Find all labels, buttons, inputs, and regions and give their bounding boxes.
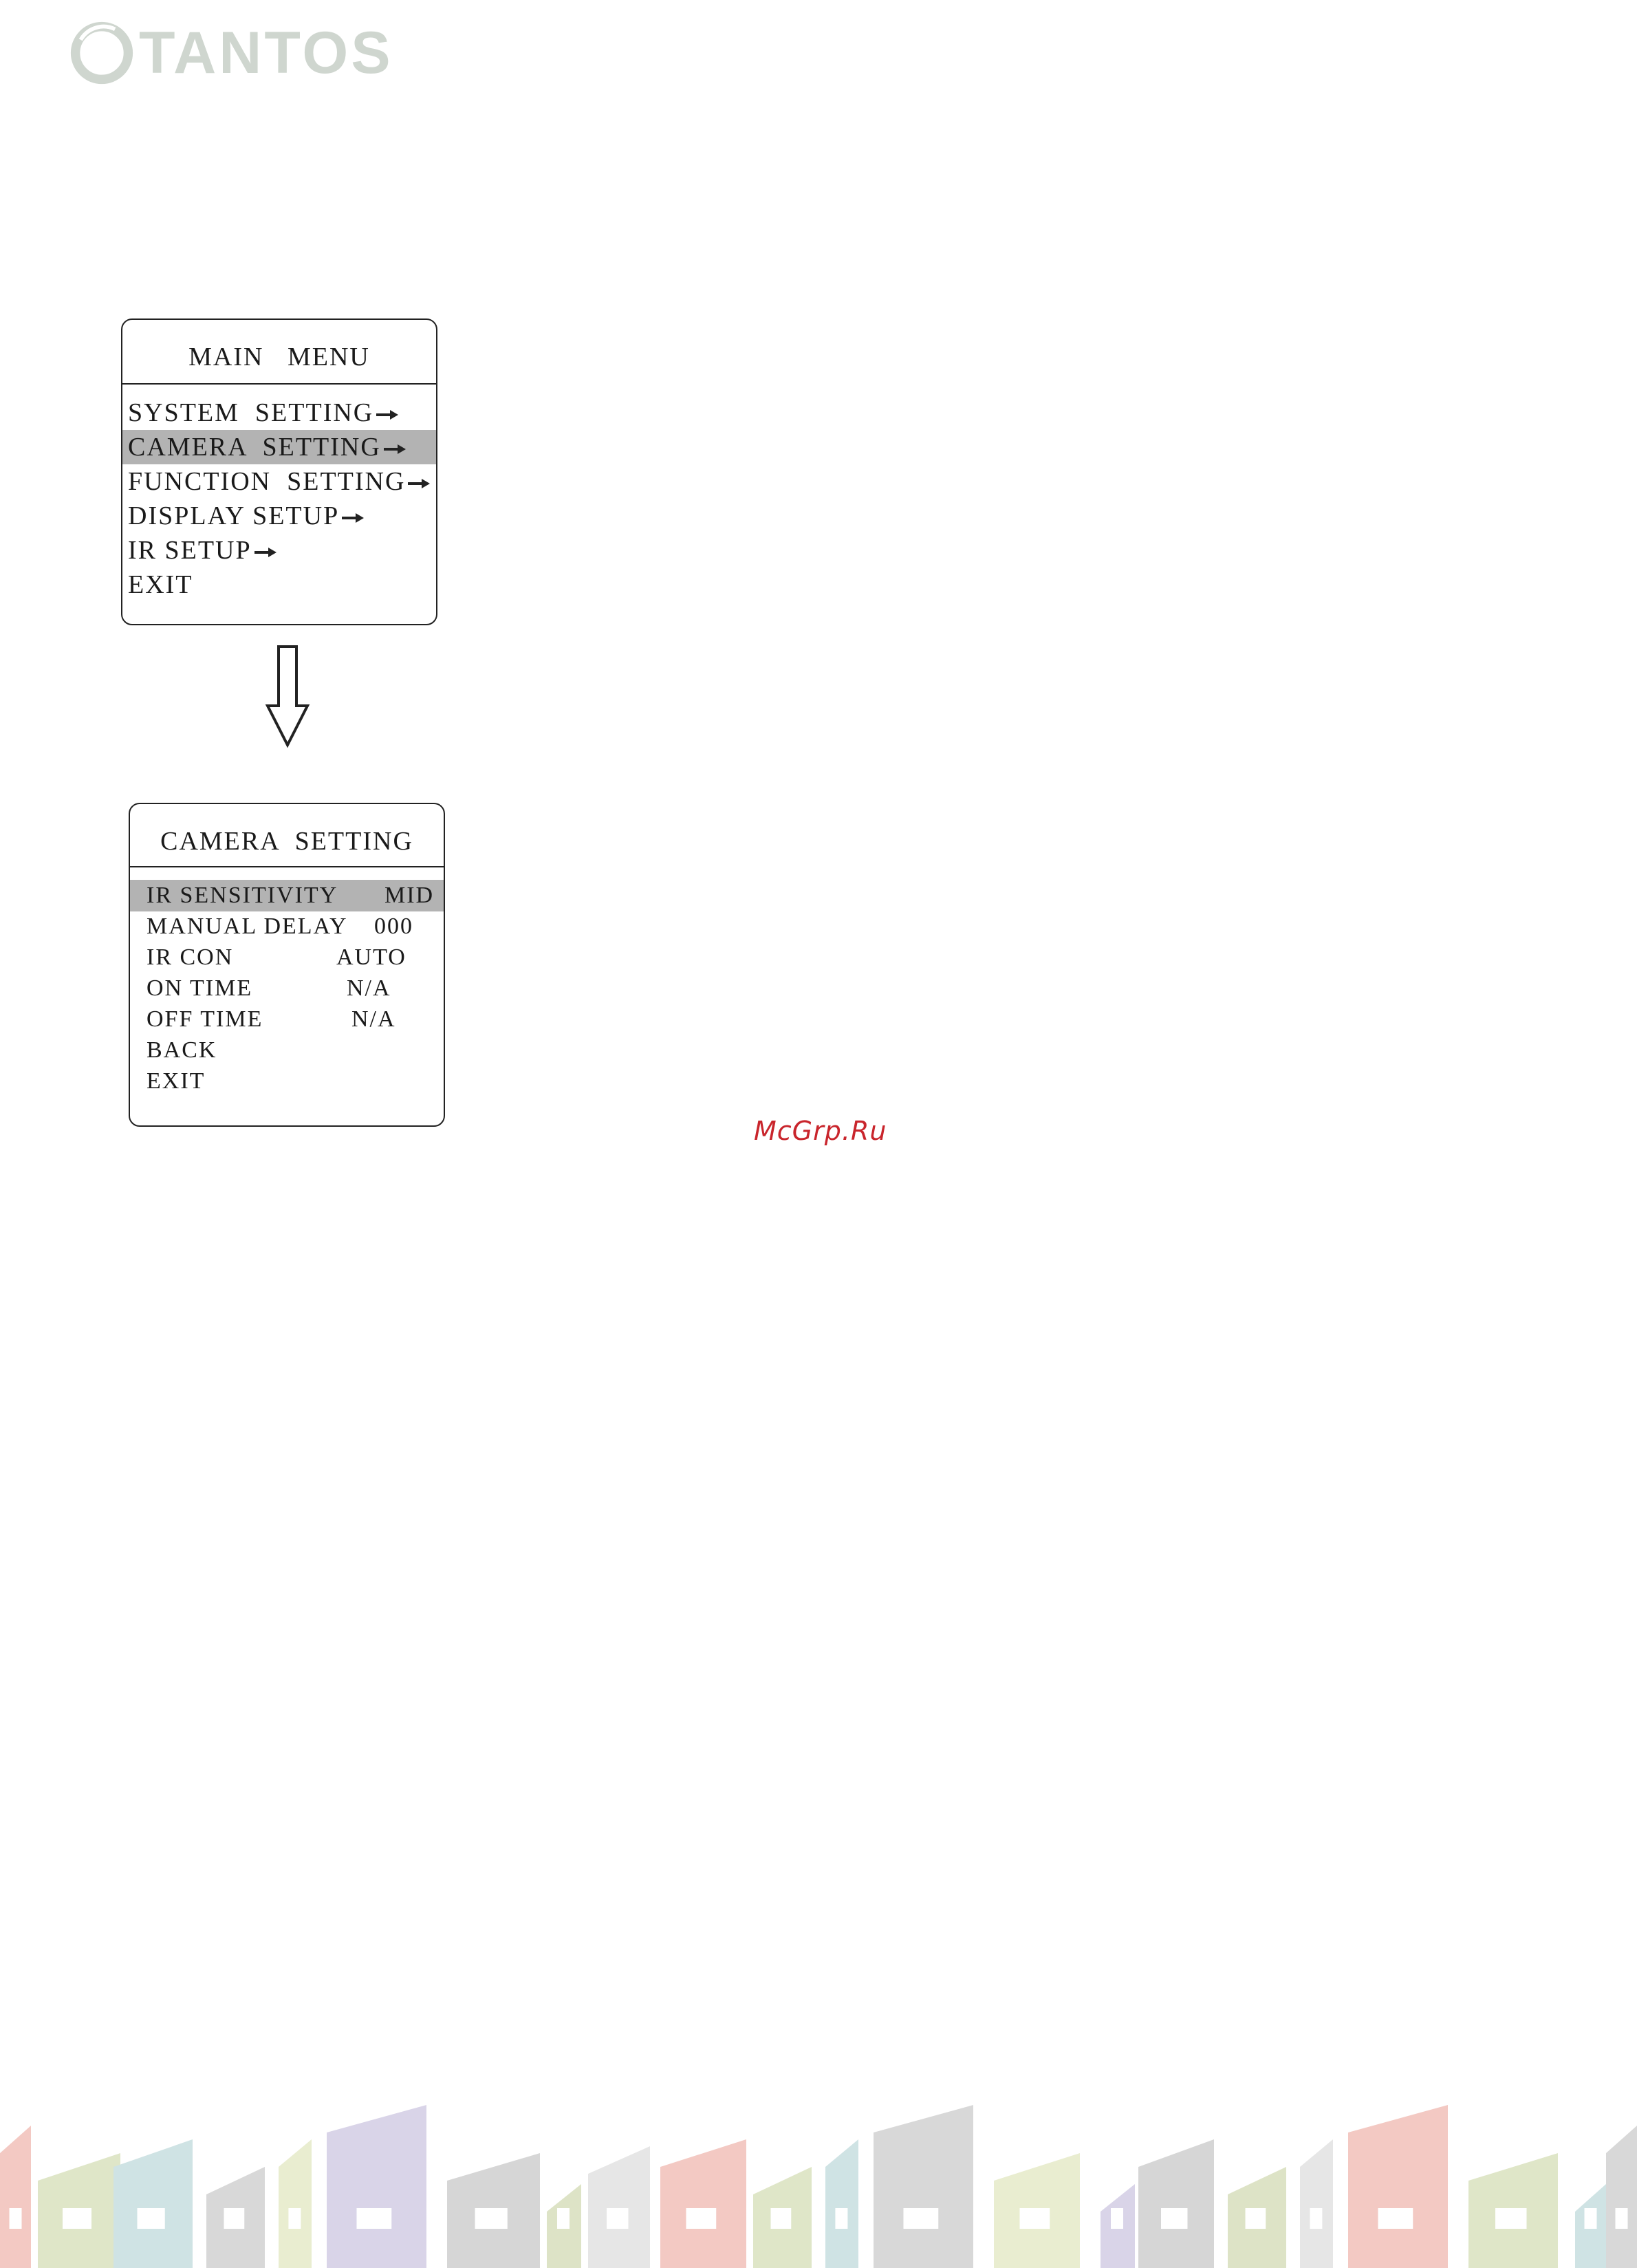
main-menu-item-label: IR SETUP xyxy=(128,533,279,568)
camera-setting-item-label: ON TIME xyxy=(147,975,253,1001)
main-menu-item-label: CAMERA SETTING xyxy=(128,430,409,464)
main-menu-item-system-setting[interactable] xyxy=(122,396,436,430)
camera-setting-item-ir-con[interactable] xyxy=(130,942,444,973)
camera-setting-item-value: MID xyxy=(384,883,435,908)
main-menu-item-label: FUNCTION SETTING xyxy=(128,464,433,499)
camera-setting-item-label: IR SENSITIVITY xyxy=(147,883,338,908)
building-shape xyxy=(113,2139,193,2268)
camera-setting-item-label: OFF TIME xyxy=(147,1006,263,1032)
camera-setting-item-value: N/A xyxy=(347,975,391,1001)
building-window xyxy=(1378,2208,1413,2229)
building-shape xyxy=(1606,2126,1637,2268)
camera-setting-item-label: EXIT xyxy=(147,1068,206,1094)
camera-setting-item-back[interactable] xyxy=(130,1035,444,1066)
building-window xyxy=(10,2208,22,2229)
main-menu-item-label: DISPLAY SETUP xyxy=(128,499,367,533)
right-arrow-icon xyxy=(373,398,401,427)
building-window xyxy=(475,2208,508,2229)
building-window xyxy=(63,2208,91,2229)
building-shape xyxy=(1348,2105,1448,2268)
camera-setting-item-value: 000 xyxy=(374,914,413,939)
down-arrow-icon xyxy=(265,645,310,748)
building-window xyxy=(1161,2208,1188,2229)
building-window xyxy=(224,2208,245,2229)
building-window xyxy=(138,2208,165,2229)
main-menu-item-display-setup[interactable] xyxy=(122,499,436,533)
camera-setting-item-manual-delay[interactable] xyxy=(130,911,444,942)
main-menu-title: MAIN MENU xyxy=(188,343,370,371)
camera-setting-item-label: MANUAL DELAY xyxy=(147,914,348,939)
camera-setting-item-label: IR CON xyxy=(147,944,234,970)
main-menu-item-function-setting[interactable] xyxy=(122,464,436,499)
right-arrow-icon xyxy=(405,467,433,496)
building-shape xyxy=(825,2139,858,2268)
building-shape xyxy=(1138,2139,1214,2268)
building-shape xyxy=(588,2146,650,2268)
building-window xyxy=(1111,2208,1123,2229)
camera-setting-title: CAMERA SETTING xyxy=(160,827,413,856)
building-window xyxy=(771,2208,792,2229)
brand-name: TANTOS xyxy=(139,20,393,86)
building-shape xyxy=(1300,2139,1333,2268)
building-window xyxy=(904,2208,939,2229)
building-window xyxy=(1616,2208,1628,2229)
brand-logo xyxy=(69,15,393,91)
camera-setting-panel xyxy=(129,803,445,1127)
building-window xyxy=(288,2208,301,2229)
building-window xyxy=(686,2208,717,2229)
camera-setting-item-label: BACK xyxy=(147,1037,217,1063)
watermark-text: McGrp.Ru xyxy=(754,1116,887,1146)
main-menu-item-label: EXIT xyxy=(128,570,193,599)
building-window xyxy=(1246,2208,1266,2229)
camera-setting-item-value: AUTO xyxy=(336,944,406,970)
building-shape xyxy=(874,2105,973,2268)
right-arrow-icon xyxy=(252,536,279,565)
main-menu-item-label: SYSTEM SETTING xyxy=(128,396,401,430)
main-menu-panel xyxy=(121,318,437,625)
building-window xyxy=(357,2208,392,2229)
main-menu-divider xyxy=(122,383,436,385)
camera-setting-item-value: N/A xyxy=(351,1006,396,1032)
camera-setting-item-exit[interactable] xyxy=(130,1066,444,1097)
building-shape xyxy=(327,2105,426,2268)
building-shape xyxy=(279,2139,312,2268)
skyline-decoration xyxy=(0,2105,1637,2268)
right-arrow-icon xyxy=(339,501,367,530)
building-window xyxy=(557,2208,570,2229)
camera-setting-item-ir-sensitivity[interactable] xyxy=(130,880,444,911)
right-arrow-icon xyxy=(381,433,409,462)
building-window xyxy=(607,2208,629,2229)
main-menu-item-ir-setup[interactable] xyxy=(122,533,436,568)
camera-setting-item-off-time[interactable] xyxy=(130,1004,444,1035)
camera-setting-item-on-time[interactable] xyxy=(130,973,444,1004)
building-window xyxy=(835,2208,847,2229)
building-shape xyxy=(660,2139,746,2268)
building-window xyxy=(1585,2208,1597,2229)
building-window xyxy=(1020,2208,1050,2229)
building-window xyxy=(1495,2208,1527,2229)
main-menu-item-exit[interactable] xyxy=(122,568,436,602)
main-menu-item-camera-setting[interactable] xyxy=(122,430,436,464)
building-window xyxy=(1310,2208,1322,2229)
tantos-logo-icon xyxy=(69,20,135,86)
building-shape xyxy=(0,2126,31,2268)
camera-setting-divider xyxy=(130,866,444,867)
